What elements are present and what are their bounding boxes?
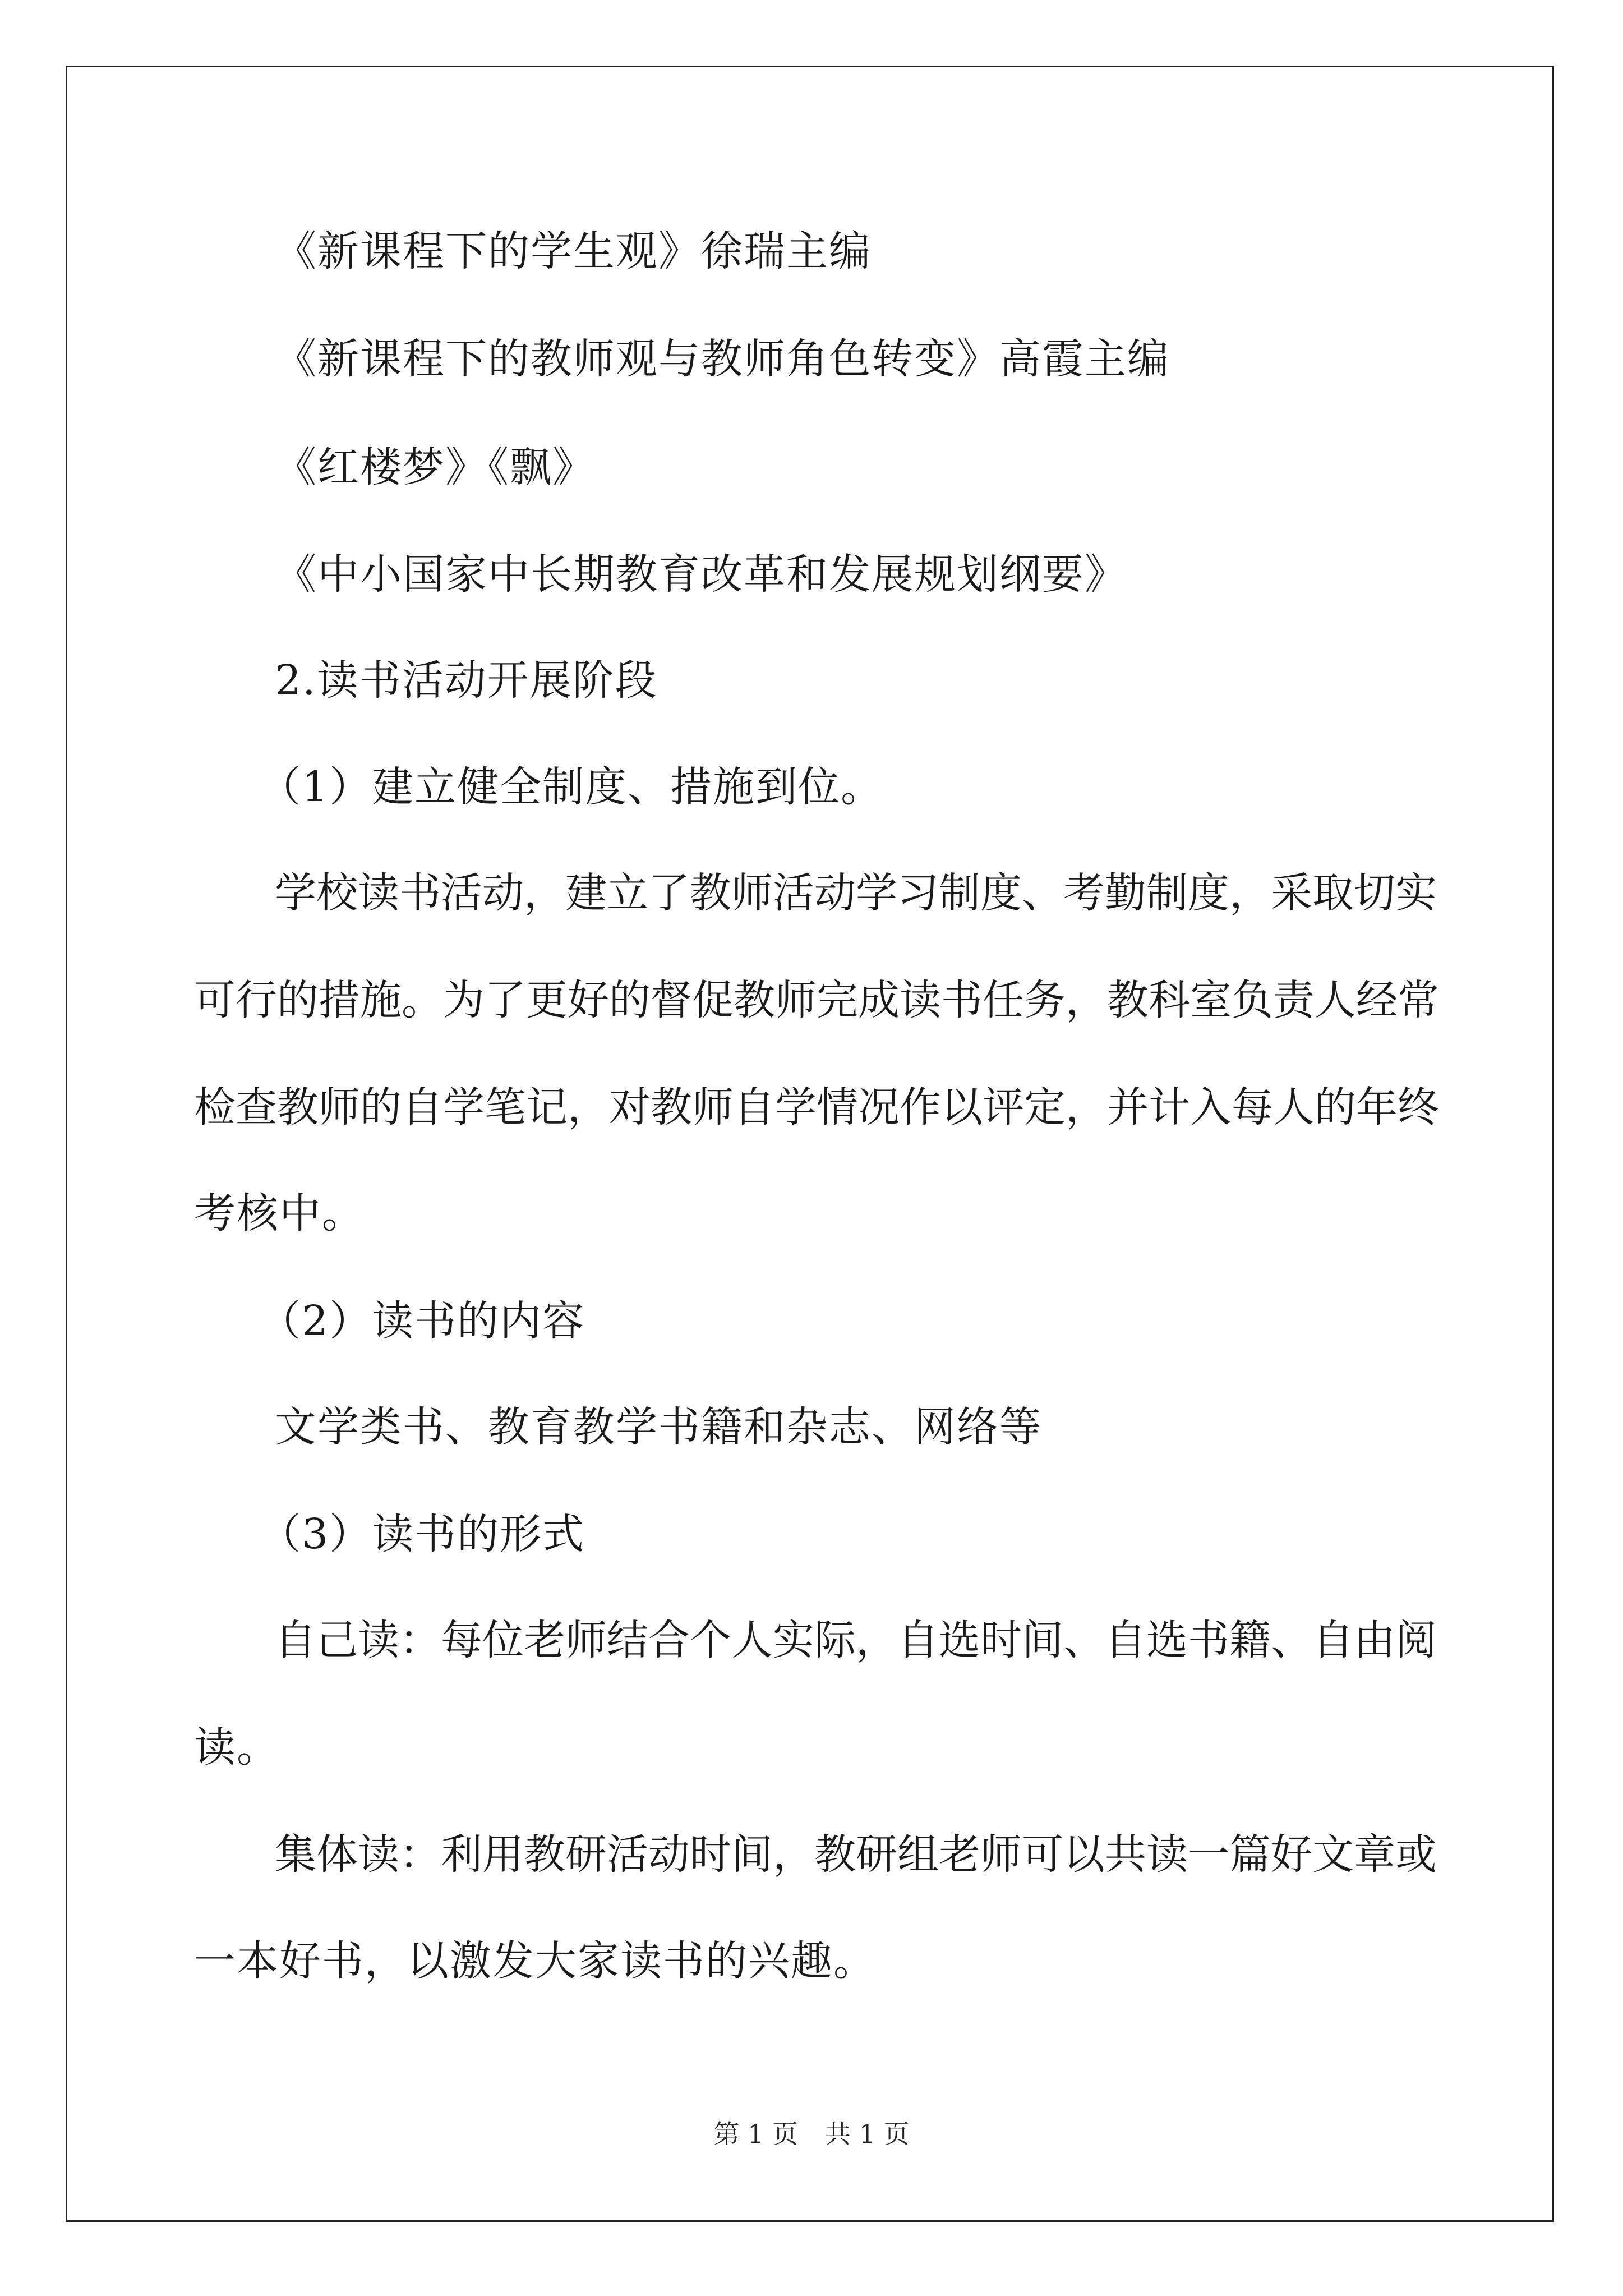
paragraph-line: 检查教师的自学笔记，对教师自学情况作以评定，并计入每人的年终 bbox=[194, 1083, 1439, 1131]
section-heading: 2.读书活动开展阶段 bbox=[275, 656, 658, 705]
paragraph-line: 学校读书活动，建立了教师活动学习制度、考勤制度，采取切实 bbox=[275, 869, 1437, 917]
subsection-heading-1: （1）建立健全制度、措施到位。 bbox=[259, 763, 884, 811]
paragraph-line: 考核中。 bbox=[194, 1189, 365, 1237]
paragraph-line: 集体读：利用教研活动时间，教研组老师可以共读一篇好文章或 bbox=[275, 1830, 1437, 1879]
page-number: 第 1 页 bbox=[713, 2119, 798, 2149]
paragraph-line: 一本好书，以激发大家读书的兴趣。 bbox=[194, 1937, 876, 1985]
subsection-heading-3: （3）读书的形式 bbox=[259, 1510, 585, 1558]
text-line-book-1: 《新课程下的学生观》徐瑞主编 bbox=[275, 227, 872, 275]
paragraph-line: 文学类书、教育教学书籍和杂志、网络等 bbox=[275, 1403, 1042, 1451]
paragraph-line: 自己读：每位老师结合个人实际，自选时间、自选书籍、自由阅 bbox=[275, 1616, 1437, 1664]
page-footer bbox=[0, 2117, 1623, 2151]
text-line-book-2: 《新课程下的教师观与教师角色转变》高霞主编 bbox=[275, 335, 1170, 383]
page-border bbox=[66, 66, 1554, 2222]
text-line-book-4: 《中小国家中长期教育改革和发展规划纲要》 bbox=[275, 550, 1127, 599]
page-total: 共 1 页 bbox=[825, 2119, 910, 2149]
subsection-heading-2: （2）读书的内容 bbox=[259, 1297, 585, 1345]
text-line-book-3: 《红楼梦》《飘》 bbox=[275, 443, 595, 491]
paragraph-line: 读。 bbox=[194, 1723, 279, 1772]
paragraph-line: 可行的措施。为了更好的督促教师完成读书任务，教科室负责人经常 bbox=[194, 976, 1439, 1024]
